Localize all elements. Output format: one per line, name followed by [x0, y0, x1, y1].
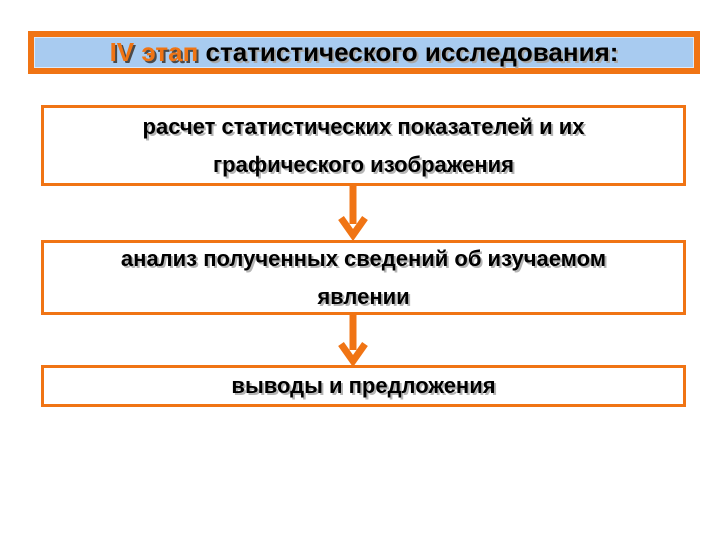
- flow-box-conclusions: [41, 365, 686, 407]
- flow-box-text-line: явлении: [317, 283, 410, 309]
- page-title: [28, 31, 700, 74]
- flow-box-analysis: [41, 240, 686, 315]
- flow-box-text-line: выводы и предложения: [231, 373, 496, 398]
- title-stage-label: IV этап: [109, 37, 199, 67]
- flow-box-text-line: расчет статистических показателей и их: [142, 113, 585, 139]
- title-text: статистического исследования:: [198, 37, 619, 67]
- flow-box-text-line: графического изображения: [213, 151, 514, 177]
- arrow-down-icon: [338, 314, 368, 366]
- flow-box-calculation: [41, 105, 686, 186]
- arrow-down-icon: [338, 186, 368, 240]
- flow-box-text-line: анализ полученных сведений об изучаемом: [120, 245, 607, 271]
